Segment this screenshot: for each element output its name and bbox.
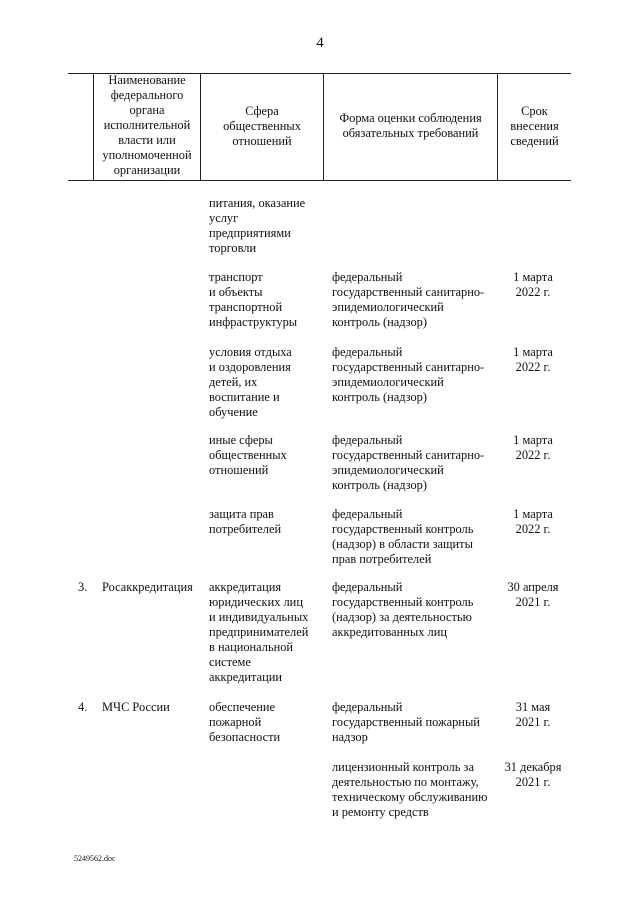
header-agency: Наименование федерального органа исполнительной власти или уполномоченной организации xyxy=(102,73,192,177)
header-sphere: Сфера общественных отношений xyxy=(223,104,301,148)
cell-sphere: иные сферы общественных отношений xyxy=(209,433,287,477)
cell-sphere: условия отдыха и оздоровления детей, их воспитание и обучение xyxy=(209,345,292,419)
page-number: 4 xyxy=(316,35,324,51)
cell-deadline: 30 апреля 2021 г. xyxy=(507,580,559,609)
cell-deadline: 1 марта 2022 г. xyxy=(513,345,553,374)
cell-sphere: питания, оказание услуг предприятиями торговли xyxy=(209,196,306,255)
cell-deadline: 1 марта 2022 г. xyxy=(513,433,553,462)
table-header-bottom-border xyxy=(68,180,571,181)
cell-sphere: аккредитация юридических лиц и индивидуальных предпринимателей в национальной системе аккредитации xyxy=(209,580,309,684)
cell-agency: Росаккредитация xyxy=(102,580,193,594)
cell-form: федеральный государственный санитарно- эпидемиологический контроль (надзор) xyxy=(332,270,485,329)
cell-form: федеральный государственный пожарный надзор xyxy=(332,700,480,744)
cell-sphere: обеспечение пожарной безопасности xyxy=(209,700,281,744)
cell-deadline: 31 мая 2021 г. xyxy=(515,700,551,729)
cell-form: федеральный государственный санитарно- эпидемиологический контроль (надзор) xyxy=(332,433,485,492)
cell-number: 4. xyxy=(78,700,88,714)
cell-sphere: защита прав потребителей xyxy=(209,507,282,536)
cell-deadline: 1 марта 2022 г. xyxy=(513,270,553,299)
cell-form: федеральный государственный контроль (надзор) в области защиты прав потребителей xyxy=(332,507,474,566)
cell-sphere: транспорт и объекты транспортной инфраструктуры xyxy=(209,270,298,329)
cell-agency: МЧС России xyxy=(102,700,170,714)
cell-number: 3. xyxy=(78,580,88,594)
document-filename: 5249562.doc xyxy=(74,854,116,863)
cell-form: лицензионный контроль за деятельностью по монтажу, техническому обслуживанию и ремонту средств xyxy=(332,760,488,819)
header-form: Форма оценки соблюдения обязательных требований xyxy=(339,111,482,140)
cell-deadline: 1 марта 2022 г. xyxy=(513,507,553,536)
cell-form: федеральный государственный контроль (надзор) за деятельностью аккредитованных лиц xyxy=(332,580,474,639)
header-deadline: Срок внесения сведений xyxy=(510,104,559,148)
cell-form: федеральный государственный санитарно- эпидемиологический контроль (надзор) xyxy=(332,345,485,404)
cell-deadline: 31 декабря 2021 г. xyxy=(504,760,562,789)
